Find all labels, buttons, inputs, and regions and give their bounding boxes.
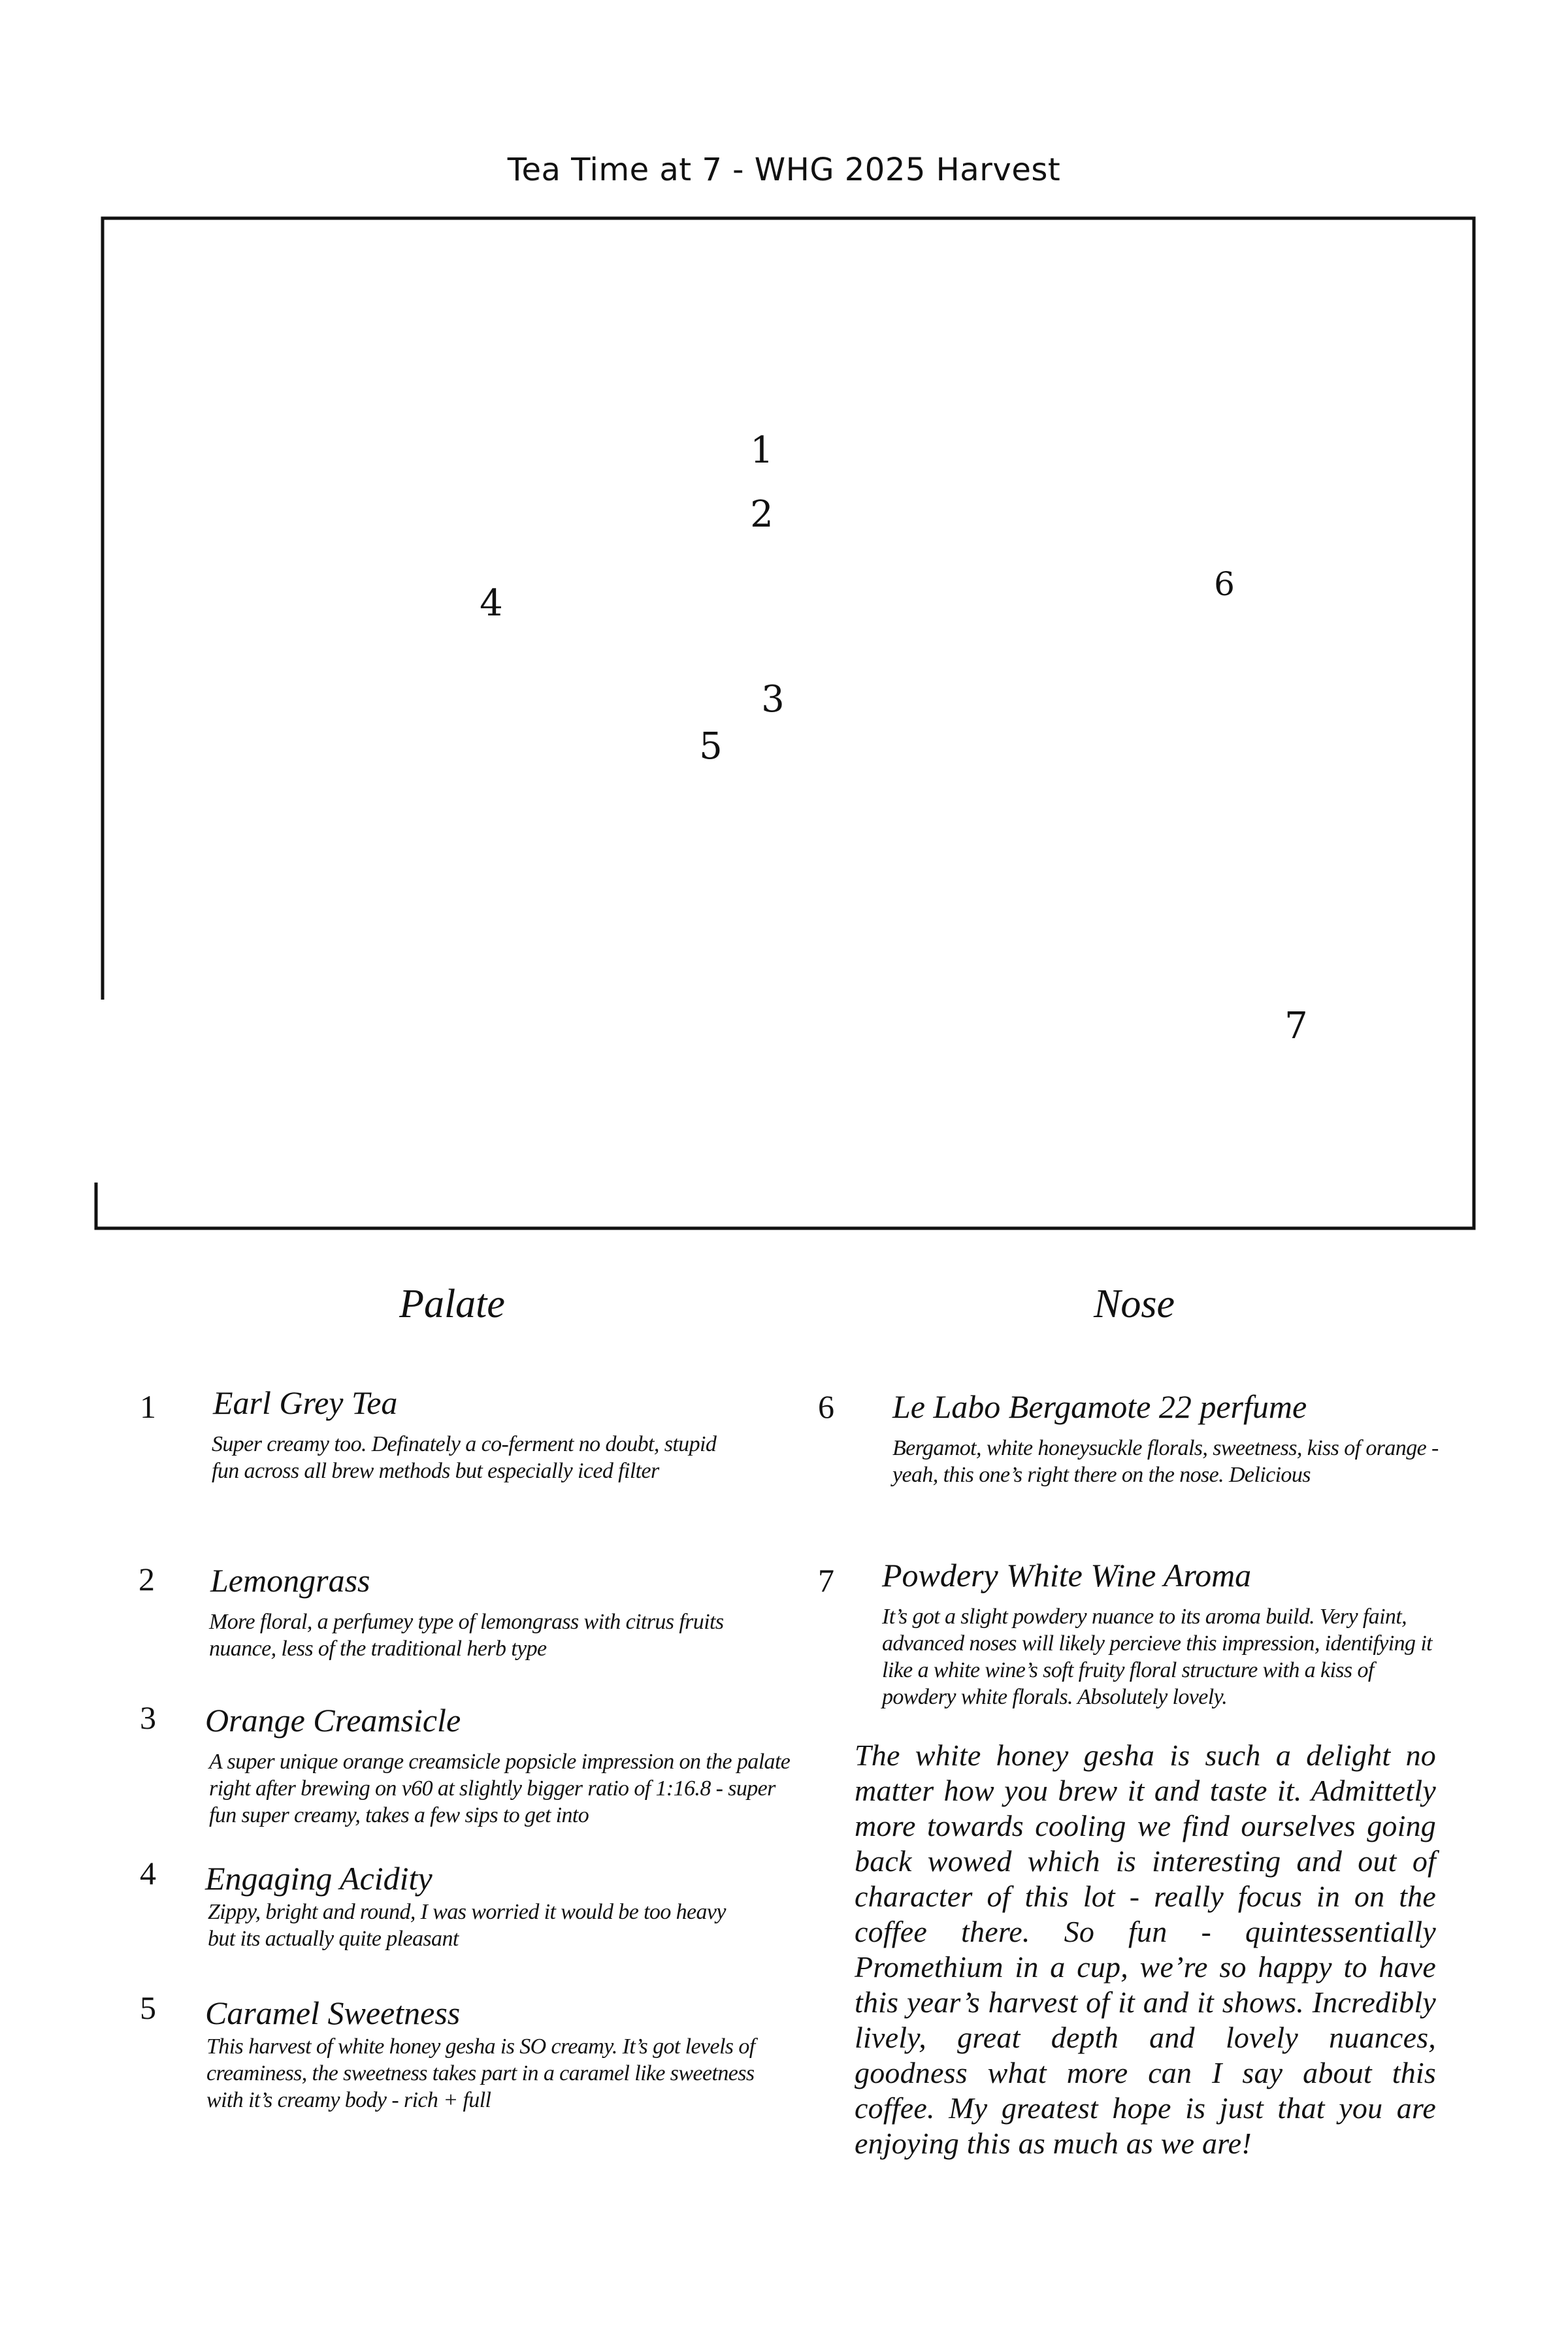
note-number: 2 [139, 1561, 155, 1597]
palate-heading: Palate [399, 1282, 505, 1326]
note-title: Earl Grey Tea [213, 1384, 398, 1421]
note-number: 3 [140, 1699, 156, 1736]
note-number: 4 [140, 1855, 156, 1891]
note-title: Engaging Acidity [205, 1860, 433, 1897]
note-number: 7 [818, 1562, 834, 1599]
page-title: Tea Time at 7 - WHG 2025 Harvest [507, 152, 1061, 188]
note-title: Le Labo Bergamote 22 perfume [892, 1388, 1307, 1425]
note-number: 1 [140, 1388, 156, 1425]
map-label-3: 3 [761, 678, 785, 721]
note-title: Lemongrass [210, 1562, 370, 1599]
map-label-4: 4 [480, 582, 503, 625]
note-description: More floral, a perfumey type of lemongrass with citrus fruits nuance, less of the traditional herb type [209, 1610, 724, 1661]
note-title: Orange Creamsicle [205, 1702, 461, 1739]
note-title: Powdery White Wine Aroma [882, 1557, 1252, 1593]
note-description: Zippy, bright and round, I was worried it would be too heavy but its actually quite pleasant [208, 1900, 726, 1951]
tasting-summary: The white honey gesha is such a delight no matter how you brew it and taste it. Admittetly more towards cooling we find ourselves going back wowed which is interesting and out of character of this lot - really focus in on the coffee there. So fun - quintessentially Promethium in a cup, we’re so happy to have this year’s harvest of it and it shows. Incredibly lively, great depth and lovely nuances, goodness what more can I say about this coffee. My greatest hope is just that you are enjoying this as much as we are! [855, 1739, 1436, 2160]
map-label-5: 5 [699, 725, 723, 768]
map-label-1: 1 [750, 429, 774, 472]
note-number: 5 [140, 1989, 156, 2026]
note-title: Caramel Sweetness [205, 1995, 461, 2031]
note-description: It’s got a slight powdery nuance to its aroma build. Very faint, advanced noses will likely percieve this impression, identifying it like a white wine’s soft fruity floral structure with a kiss of powdery white florals. Absolutely lovely. [882, 1605, 1433, 1709]
map-label-6: 6 [1214, 565, 1235, 603]
note-description: This harvest of white honey gesha is SO creamy. It’s got levels of creaminess, the sweetness takes part in a caramel like sweetness with it’s creamy body - rich + full [206, 2034, 755, 2112]
map-label-7: 7 [1284, 1005, 1308, 1047]
note-description: A super unique orange creamsicle popsicle impression on the palate right after brewing on v60 at slightly bigger ratio of 1:16.8 - super fun super creamy, takes a few sips to get into [209, 1750, 791, 1827]
nose-heading: Nose [1094, 1282, 1175, 1326]
map-label-2: 2 [750, 493, 774, 536]
note-number: 6 [818, 1388, 834, 1425]
note-description: Bergamot, white honeysuckle florals, sweetness, kiss of orange - yeah, this one’s right there on the nose. Delicious [892, 1436, 1439, 1487]
note-description: Super creamy too. Definately a co-ferment no doubt, stupid fun across all brew methods but especially iced filter [212, 1432, 717, 1483]
